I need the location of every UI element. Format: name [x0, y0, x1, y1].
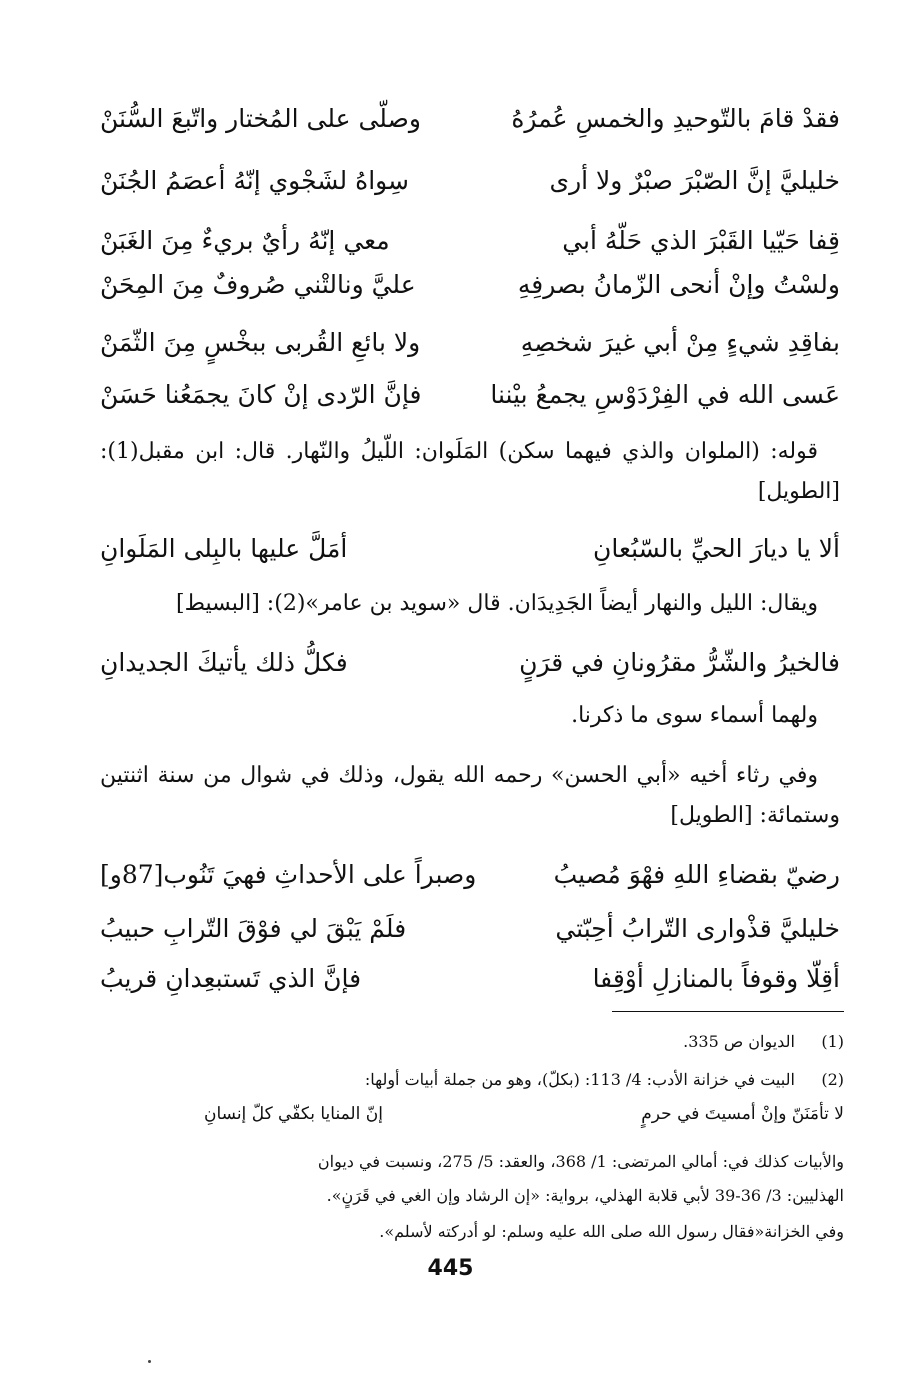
- verse-second-hemistich: معي إنّهُ رأيٌ بريءٌ مِنَ الغَبَنْ: [100, 225, 390, 255]
- verse-first-hemistich: أقِلّا وقوفاً بالمنازلِ أوْقِفا: [592, 963, 840, 993]
- verse-line: [100, 320, 840, 364]
- verse-second-hemistich: عليَّ ونالتْني صُروفٌ مِنَ المِحَنْ: [100, 269, 416, 299]
- verse-line: [100, 96, 840, 140]
- verse-second-hemistich: سِواهُ لشَجْوي إنّهُ أعصَمُ الجُنَنْ: [100, 165, 409, 195]
- verse-line: [100, 906, 840, 950]
- page-number: 445: [427, 1256, 474, 1281]
- verse-second-hemistich: فإنَّ الرّدى إنْ كانَ يجمَعُنا حَسَنْ: [100, 379, 422, 409]
- verse-second-hemistich: وصلّى على المُختار واتّبعَ السُّنَنْ: [100, 103, 421, 133]
- footnote-number: (1): [821, 1032, 844, 1051]
- verse-line: [100, 852, 840, 896]
- footnote-2: [100, 1066, 844, 1094]
- verse-second-hemistich: إنّ المنايا بكفّي كلّ إنسانِ: [204, 1104, 383, 1124]
- prose-paragraph: ولهما أسماء سوى ما ذكرنا.: [571, 703, 818, 728]
- verse-first-hemistich: ولسْتُ وإنْ أنحى الزّمانُ بصرفِهِ: [517, 269, 840, 299]
- verse-second-hemistich: فإنَّ الذي تَستبعِدانِ قريبُ: [100, 963, 362, 993]
- verse-first-hemistich: بفاقِدِ شيءٍ مِنْ أبي غيرَ شخصِهِ: [520, 327, 840, 357]
- verse-second-hemistich: فلَمْ يَبْقَ لي فوْقَ التّرابِ حبيبُ: [100, 913, 407, 943]
- footnote-text: البيت في خزانة الأدب: 4/ 113: (بكلّ)، وهو من جملة أبيات أولها:: [364, 1070, 795, 1089]
- verse-first-hemistich: لا تأمَنَنّ وإنْ أمسيتَ في حرمٍ: [641, 1104, 844, 1124]
- verse-first-hemistich: خليليَّ إنَّ الصّبْرَ صبْرٌ ولا أرى: [549, 165, 840, 195]
- footnote-number: (2): [821, 1070, 844, 1089]
- verse-line: [100, 640, 840, 684]
- footnote-text: الديوان ص 335.: [683, 1032, 795, 1051]
- speck: [148, 1360, 151, 1363]
- verse-first-hemistich: رضيّ بقضاءِ اللهِ فهْوَ مُصيبُ: [553, 859, 840, 889]
- prose-paragraph: ويقال: الليل والنهار أيضاً الجَدِيدَان. قال «سويد بن عامر»(2): [البسيط]: [176, 591, 818, 616]
- footnote-line: والأبيات كذلك في: أمالي المرتضى: 1/ 368، والعقد: 5/ 275، ونسبت في ديوان: [317, 1152, 844, 1171]
- verse-first-hemistich: فالخيرُ والشّرُّ مقرُونانِ في قرَنٍ: [519, 647, 840, 677]
- verse-second-hemistich: أمَلَّ عليها بالبِلى المَلَوانِ: [100, 533, 348, 563]
- footnote-line: الهذليين: 3/ 36-39 لأبي قلابة الهذلي، برواية: «إن الرشاد وإن الغي في قَرَنٍ».: [326, 1186, 844, 1205]
- verse-line: [100, 218, 840, 262]
- footnote-line: وفي الخزانة«فقال رسول الله صلى الله عليه وسلم: لو أدركته لأسلم».: [379, 1222, 844, 1241]
- verse-first-hemistich: خليليَّ قذْوارى التّرابُ أحِبّتي: [555, 913, 840, 943]
- verse-second-hemistich: ولا بائعِ القُربى ببخْسٍ مِنَ الثّمَنْ: [100, 327, 421, 357]
- verse-first-hemistich: عَسى الله في الفِرْدَوْسِ يجمعُ بيْننا: [490, 379, 840, 409]
- verse-first-hemistich: قِفا حَيّيا القَبْرَ الذي حَلّهُ أبي: [562, 225, 840, 255]
- verse-line: [100, 158, 840, 202]
- prose-paragraph: وفي رثاء أخيه «أبي الحسن» رحمه الله يقول، وذلك في شوال من سنة اثنتين وستمائة: [الطويل]: [100, 763, 840, 828]
- verse-second-hemistich: وصبراً على الأحداثِ فهيَ تَنُوب[87و]: [100, 859, 477, 889]
- verse-line: [100, 526, 840, 570]
- verse-first-hemistich: ألا يا ديارَ الحيِّ بالسّبُعانِ: [593, 533, 840, 563]
- verse-line: [100, 956, 840, 1000]
- verse-line: [100, 372, 840, 416]
- verse-first-hemistich: فقدْ قامَ بالتّوحيدِ والخمسِ عُمرُهُ: [511, 103, 840, 133]
- footnote-divider: [612, 1011, 844, 1012]
- verse-line: [100, 262, 840, 306]
- footnote-verse: [204, 1104, 844, 1132]
- prose-paragraph: قوله: (الملوان والذي فيهما سكن) المَلَوان: اللّيلُ والنّهار. قال: ابن مقبل(1): [الطويل]: [100, 439, 840, 504]
- verse-second-hemistich: فكلُّ ذلك يأتيكَ الجديدانِ: [100, 647, 348, 677]
- footnote-1: [100, 1028, 844, 1056]
